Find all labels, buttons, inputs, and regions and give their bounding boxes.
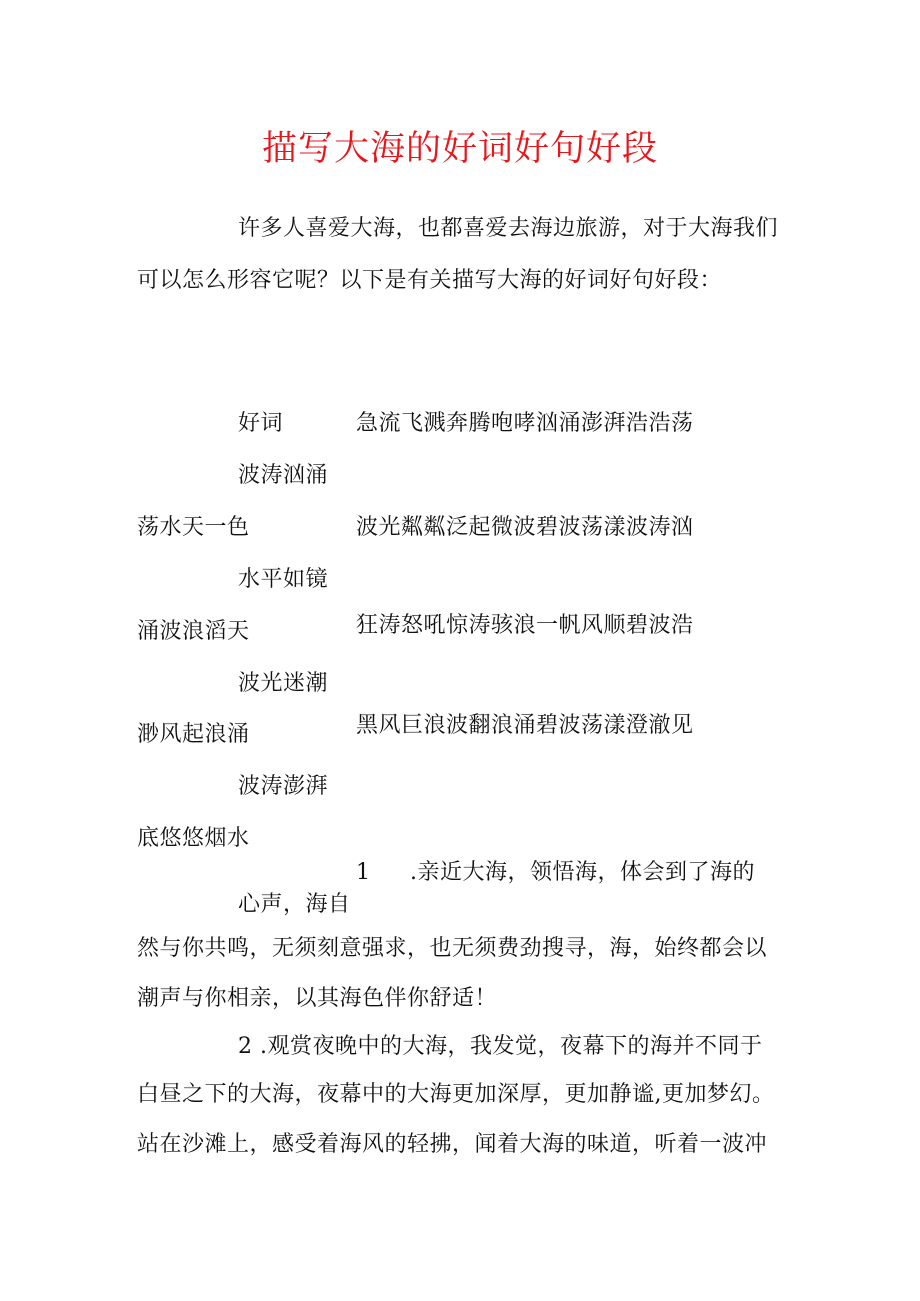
good-words-label: 好词 xyxy=(238,411,284,436)
good-words-left-3: 渺风起浪涌 xyxy=(137,722,250,747)
para1-line-3: 然与你共鸣，无须刻意强求，也无须费劲搜寻，海，始终都会以 xyxy=(137,936,768,961)
good-words-left-4: 底悠悠烟水 xyxy=(137,826,250,851)
good-words-row-2: 波光粼粼泛起微波碧波荡漾波涛汹 xyxy=(356,515,694,540)
intro-line-1: 许多人喜爱大海，也都喜爱去海边旅游，对于大海我们 xyxy=(238,216,779,241)
good-words-mid-3: 波光迷潮 xyxy=(238,671,329,696)
intro-line-2: 可以怎么形容它呢？以下是有关描写大海的好词好句好段： xyxy=(137,268,723,293)
para2-line-2: 白昼之下的大海，夜幕中的大海更加深厚，更加静谧,更加梦幻。 xyxy=(137,1082,775,1107)
good-words-mid-1: 波涛汹涌 xyxy=(238,463,329,488)
para2-line-3: 站在沙滩上，感受着海风的轻拂，闻着大海的味道，听着一波冲 xyxy=(137,1132,768,1157)
para1-number: 1 xyxy=(356,860,371,885)
para1-line-1: .亲近大海，领悟海，体会到了海的 xyxy=(410,860,755,885)
good-words-row-3: 狂涛怒吼惊涛骇浪一帆风顺碧波浩 xyxy=(356,613,694,638)
good-words-left-1: 荡水天一色 xyxy=(137,515,250,540)
para1-line-2: 心声，海自 xyxy=(238,892,351,917)
good-words-row-4: 黑风巨浪波翻浪涌碧波荡漾澄澈见 xyxy=(356,713,694,738)
para1-line-4: 潮声与你相亲，以其海色伴你舒适！ xyxy=(137,986,498,1011)
para2-line-1: 2 .观赏夜晚中的大海，我发觉，夜幕下的海并不同于 xyxy=(238,1034,763,1059)
good-words-mid-2: 水平如镜 xyxy=(238,567,329,592)
page-title: 描写大海的好词好句好段 xyxy=(261,129,658,169)
good-words-left-2: 涌波浪滔天 xyxy=(137,619,250,644)
good-words-row-1: 急流飞溅奔腾咆哮汹涌澎湃浩浩荡 xyxy=(356,411,694,436)
good-words-mid-4: 波涛澎湃 xyxy=(238,774,329,799)
